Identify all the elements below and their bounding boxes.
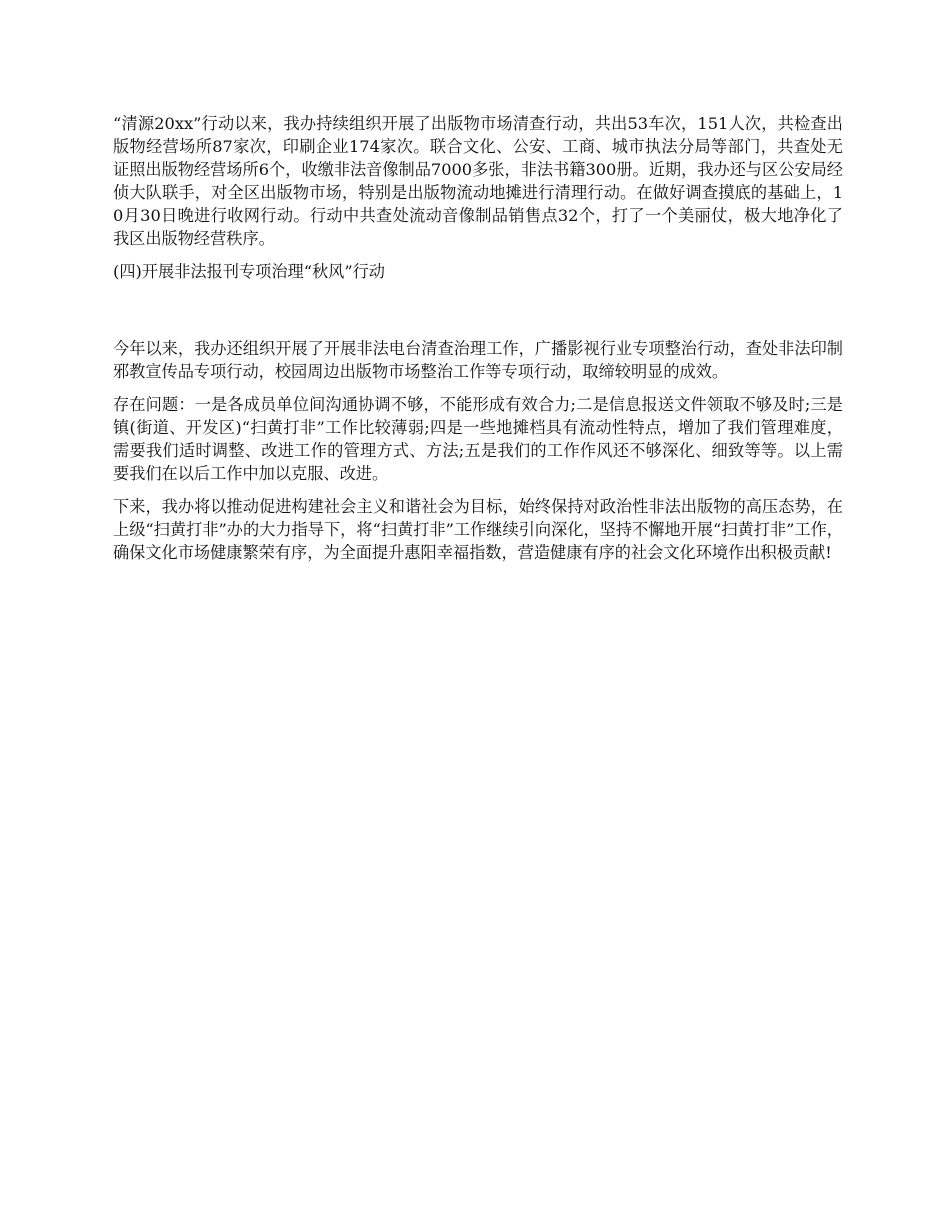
section-heading-autumn-wind: (四)开展非法报刊专项治理“秋风”行动 [113,262,385,281]
blank-spacer [113,293,843,337]
paragraph-existing-problems: 存在问题：一是各成员单位间沟通协调不够，不能形成有效合力;二是信息报送文件领取不够及时;三是镇(街道、开发区)“扫黄打非”工作比较薄弱;四是一些地摊档具有流动性特点，增加了我们管理难度，需要我们适时调整、改进工作的管理方式、方法;五是我们的工作作风还不够深化、细致等等。以上需要我们在以后工作中加以克服、改进。 [113,395,843,483]
paragraph-special-actions: 今年以来，我办还组织开展了开展非法电台清查治理工作，广播影视行业专项整治行动，查处非法印制邪教宣传品专项行动，校园周边出版物市场整治工作等专项行动，取缔较明显的成效。 [113,339,843,381]
paragraph-qingyuan-action: “清源20xx”行动以来，我办持续组织开展了出版物市场清查行动，共出53车次，151人次，共检查出版物经营场所87家次，印刷企业174家次。联合文化、公安、工商、城市执法分局等部门，共查处无证照出版物经营场所6个，收缴非法音像制品7000多张，非法书籍300册。近期，我办还与区公安局经侦大队联手，对全区出版物市场，特别是出版物流动地摊进行清理行动。在做好调查摸底的基础上，10月30日晚进行收网行动。行动中共查处流动音像制品销售点32个，打了一个美丽仗，极大地净化了我区出版物经营秩序。 [113,114,843,248]
document-body [113,112,843,574]
paragraph-next-steps: 下来，我办将以推动促进构建社会主义和谐社会为目标，始终保持对政治性非法出版物的高压态势，在上级“扫黄打非”办的大力指导下，将“扫黄打非”工作继续引向深化，坚持不懈地开展“扫黄打非”工作，确保文化市场健康繁荣有序，为全面提升惠阳幸福指数，营造健康有序的社会文化环境作出积极贡献! [113,497,843,562]
